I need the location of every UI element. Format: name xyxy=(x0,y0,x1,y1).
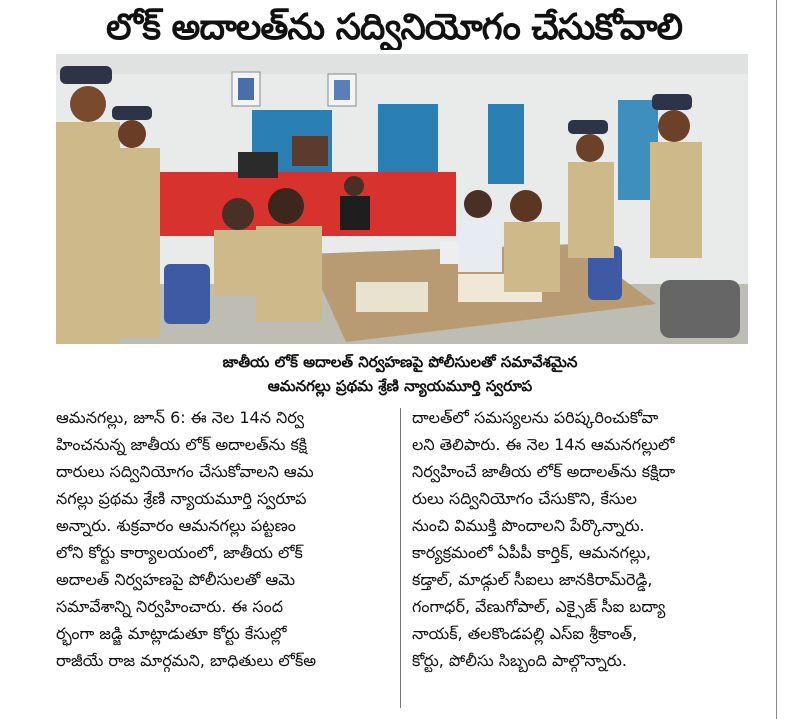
article-line: నిర్వహించే జాతీయ లోక్ అదాలత్‌ను కక్షిదా xyxy=(412,462,676,481)
officer-head xyxy=(576,134,604,162)
article-line: కడ్తాల్, మాడ్గుల్ సీఐలు జానకిరామ్‌రెడ్డి, xyxy=(412,570,653,589)
article-line: లోని కోర్టు కార్యాలయంలో, జాతీయ లోక్ xyxy=(56,543,303,562)
ceiling xyxy=(56,54,748,74)
photo-illustration xyxy=(56,54,748,344)
article-line: హించనున్న జాతీయ లోక్ అదాలత్‌ను కక్షి xyxy=(56,435,308,454)
article-line: ర్భంగా జడ్జి మాట్లాడుతూ కోర్టు కేసుల్లో xyxy=(56,624,287,643)
article-body xyxy=(56,404,756,716)
article-column-left xyxy=(56,404,392,674)
article-line: కార్యక్రమంలో ఏపీపీ కార్తిక్, ఆమనగల్లు, xyxy=(412,543,651,562)
curtain-middle xyxy=(378,104,438,178)
article-column-right xyxy=(412,404,756,674)
seated-officer-uniform xyxy=(504,222,560,292)
article-line: గంగాధర్, వేణుగోపాల్, ఎక్సైజ్ సీఐ బద్యా xyxy=(412,597,666,616)
seated-officer-head xyxy=(268,188,304,224)
judge-chair-back xyxy=(292,136,328,166)
article-line: ఆమనగల్లు, జూన్ 6: ఈ నెల 14న నిర్వ xyxy=(56,408,305,427)
judge-head xyxy=(344,176,364,196)
chair-1 xyxy=(164,264,210,324)
file-stack-1 xyxy=(356,282,428,312)
article-line: నగల్లు ప్రథమ శ్రేణి న్యాయమూర్తి స్వరూప xyxy=(56,489,307,508)
article-line: అన్నారు. శుక్రవారం ఆమనగల్లు పట్టణం xyxy=(56,516,296,535)
officer-cap xyxy=(112,106,152,120)
officer-head xyxy=(658,110,690,142)
headline: లోక్ అదాలత్‌ను సద్వినియోగం చేసుకోవాలి xyxy=(106,7,682,48)
officer-head xyxy=(70,86,106,122)
officer-cap xyxy=(652,94,692,110)
page-edge-rule xyxy=(776,0,777,719)
article-line: నాయక్, తలకొండపల్లి ఎస్ఐ శ్రీకాంత్, xyxy=(412,624,638,643)
seated-man-head xyxy=(464,190,492,218)
seated-officer-head xyxy=(510,190,542,222)
photo-caption xyxy=(160,350,640,398)
judge-body xyxy=(340,196,370,230)
article-line: కోర్టు, పోలీసు సిబ్బంది పాల్గొన్నారు. xyxy=(412,651,627,670)
curtain-right xyxy=(488,104,524,184)
seated-officer-head xyxy=(222,198,254,230)
article-line: అదాలత్ నిర్వహణపై పోలీసులతో ఆమె xyxy=(56,570,296,589)
article-line: దారులు సద్వినియోగం చేసుకోవాలని ఆమ xyxy=(56,462,314,481)
article-line: రులు సద్వినియోగం చేసుకొని, కేసుల xyxy=(412,489,637,508)
portrait-figure-left xyxy=(238,78,254,100)
officer-head xyxy=(118,120,146,148)
column-divider xyxy=(400,408,401,708)
caption-line-2: ఆమనగల్లు ప్రథమ శ్రేణి న్యాయమూర్తి స్వరూప xyxy=(267,377,533,395)
officer-cap xyxy=(60,66,112,84)
article-line: రాజీయే రాజ మార్గమని, బాధితులు లోక్‌అ xyxy=(56,651,317,670)
officer-cap xyxy=(568,120,608,134)
officer-uniform xyxy=(650,142,702,258)
caption-line-1: జాతీయ లోక్ అదాలత్ నిర్వహణపై పోలీసులతో సమావేశమైన xyxy=(222,353,578,371)
article-line: సమావేశాన్ని నిర్వహించారు. ఈ సంద xyxy=(56,597,284,616)
seated-officer-uniform xyxy=(256,226,322,322)
portrait-figure-right xyxy=(334,80,350,100)
article-line: నుంచి విముక్తి పొందాలని పేర్కొన్నారు. xyxy=(412,516,645,535)
article-line: లని తెలిపారు. ఈ నెల 14న ఆమనగల్లులో xyxy=(412,435,675,454)
officer-uniform xyxy=(568,162,614,258)
seated-man-shirt xyxy=(458,218,502,272)
news-photo xyxy=(56,54,748,344)
chair-3 xyxy=(660,280,740,338)
computer-monitor xyxy=(238,152,278,178)
article-line: దాలత్‌లో సమస్యలను పరిష్కరించుకోవా xyxy=(412,408,659,427)
officer-uniform xyxy=(110,148,160,338)
